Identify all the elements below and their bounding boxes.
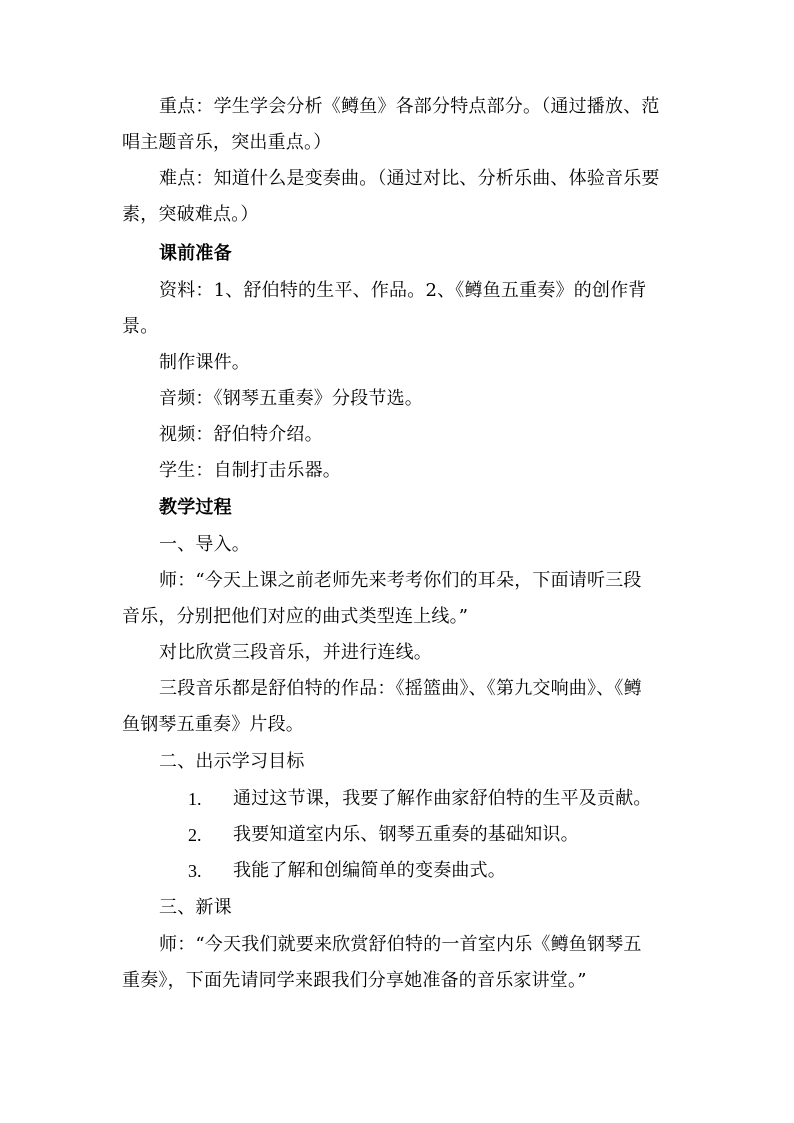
goal-number: 1.: [188, 789, 202, 809]
materials-line-1: 资料：1、舒伯特的生平、作品。2、《鳟鱼五重奏》的创作背: [159, 280, 647, 301]
goal-text: 通过这节课，我要了解作曲家舒伯特的生平及贡献。: [233, 788, 652, 809]
teacher-intro-line-1: 师：“今天上课之前老师先来考考你们的耳朵，下面请听三段: [159, 570, 642, 591]
goal-text: 我要知道室内乐、钢琴五重奏的基础知识。: [233, 824, 579, 845]
courseware-line: 制作课件。: [159, 352, 250, 373]
key-point-line-1: 重点：学生学会分析《鳟鱼》各部分特点部分。（通过播放、范: [159, 96, 660, 117]
key-point-line-2: 唱主题音乐，突出重点。）: [122, 132, 332, 153]
heading-process: 教学过程: [159, 497, 232, 518]
audio-line: 音频：《钢琴五重奏》分段节选。: [159, 388, 423, 409]
teacher-intro-line-2: 音乐，分别把他们对应的曲式类型连上线。”: [122, 606, 469, 627]
section-3-title: 三、新课: [159, 897, 232, 918]
goal-number: 3.: [188, 861, 202, 881]
works-line-1: 三段音乐都是舒伯特的作品：《摇篮曲》、《第九交响曲》、《鳟: [159, 678, 642, 699]
goal-text: 我能了解和创编简单的变奏曲式。: [233, 860, 506, 881]
materials-line-2: 景。: [122, 316, 159, 337]
difficulty-line-2: 素，突破难点。）: [122, 204, 259, 225]
student-line: 学生：自制打击乐器。: [159, 460, 341, 481]
video-line: 视频：舒伯特介绍。: [159, 424, 323, 445]
section-2-title: 二、出示学习目标: [159, 751, 305, 772]
teacher-new-lesson-line-2: 重奏》，下面先请同学来跟我们分享她准备的音乐家讲堂。”: [122, 970, 587, 991]
works-line-2: 鱼钢琴五重奏》片段。: [122, 714, 304, 735]
heading-preparation: 课前准备: [159, 243, 232, 264]
teacher-new-lesson-line-1: 师：“今天我们就要来欣赏舒伯特的一首室内乐《鳟鱼钢琴五: [159, 934, 642, 955]
goal-number: 2.: [188, 825, 202, 845]
compare-line: 对比欣赏三段音乐，并进行连线。: [159, 642, 432, 663]
difficulty-line-1: 难点：知道什么是变奏曲。（通过对比、分析乐曲、体验音乐要: [159, 168, 660, 189]
section-1-title: 一、导入。: [159, 534, 250, 555]
